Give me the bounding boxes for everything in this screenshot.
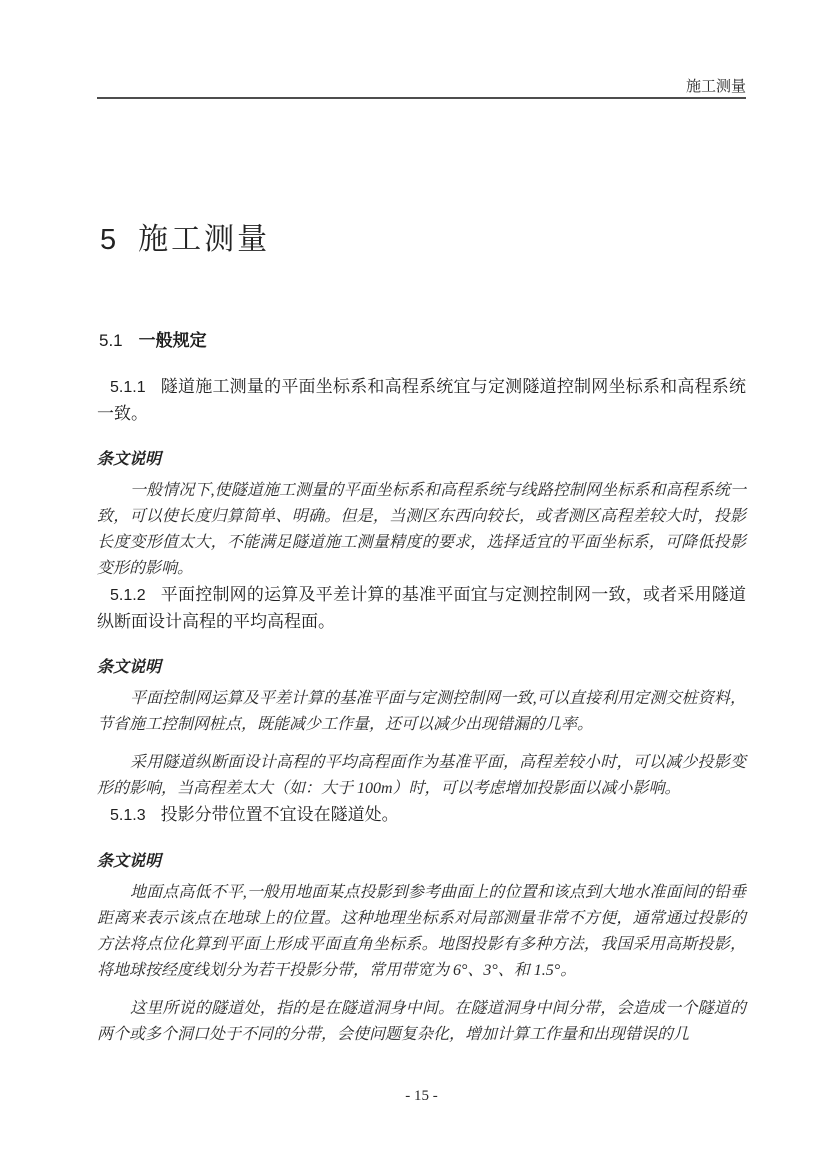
clause-text: 隧道施工测量的平面坐标系和高程系统宜与定测隧道控制网坐标系和高程系统一致。 [97, 377, 746, 423]
section-number: 5.1 [99, 331, 123, 350]
running-header [97, 78, 746, 96]
header-rule [97, 97, 746, 99]
clause-number: 5.1.3 [110, 807, 146, 824]
explanation-label: 条文说明 [97, 451, 162, 468]
section-title-text: 一般规定 [138, 331, 207, 350]
document-body [97, 374, 746, 1048]
page-number: - 15 - [405, 1088, 438, 1104]
chapter-title-text: 施工测量 [138, 223, 271, 256]
clause-text: 平面控制网的运算及平差计算的基准平面宜与定测控制网一致，或者采用隧道纵断面设计高程的平均高程面。 [97, 585, 746, 631]
section-heading [99, 326, 207, 351]
clause-text: 投影分带位置不宜设在隧道处。 [160, 805, 399, 824]
clause-5-1-2 [97, 582, 746, 635]
explanation-paragraph: 平面控制网运算及平差计算的基准平面与定测控制网一致,可以直接利用定测交桩资料，节省施工控制网桩点，既能减少工作量，还可以减少出现错漏的几率。 [97, 690, 746, 733]
chapter-number: 5 [100, 224, 117, 256]
explanation-paragraph: 采用隧道纵断面设计高程的平均高程面作为基准平面，高程差较小时，可以减少投影变形的影响，当高程差太大（如：大于 100m）时，可以考虑增加投影面以减小影响。 [97, 754, 746, 797]
clause-5-1-3 [97, 802, 746, 829]
explanation-label: 条文说明 [97, 659, 162, 676]
explanation-paragraph: 一般情况下,使隧道施工测量的平面坐标系和高程系统与线路控制网坐标系和高程系统一致，可以使长度归算简单、明确。但是，当测区东西向较长，或者测区高程差较大时，投影长度变形值太大，不能满足隧道施工测量精度的要求，选择适宜的平面坐标系，可降低投影变形的影响。 [97, 482, 746, 577]
explanation-paragraph: 这里所说的隧道处，指的是在隧道洞身中间。在隧道洞身中间分带，会造成一个隧道的两个或多个洞口处于不同的分带，会使问题复杂化，增加计算工作量和出现错误的几 [97, 1000, 746, 1043]
running-header-text: 施工测量 [685, 79, 746, 95]
explanation-paragraph: 地面点高低不平,一般用地面某点投影到参考曲面上的位置和该点到大地水准面间的铅垂距离来表示该点在地球上的位置。这种地理坐标系对局部测量非常不方便，通常通过投影的方法将点位化算到平面上形成平面直角坐标系。地图投影有多种方法，我国采用高斯投影，将地球按经度线划分为若干投影分带，常用带宽为 6°、3°、和 1.5°。 [97, 884, 746, 979]
page-footer [97, 1088, 746, 1105]
clause-5-1-1 [97, 374, 746, 427]
clause-number: 5.1.1 [110, 379, 146, 396]
explanation-label: 条文说明 [97, 853, 162, 870]
chapter-title [100, 214, 270, 258]
clause-number: 5.1.2 [110, 587, 146, 604]
